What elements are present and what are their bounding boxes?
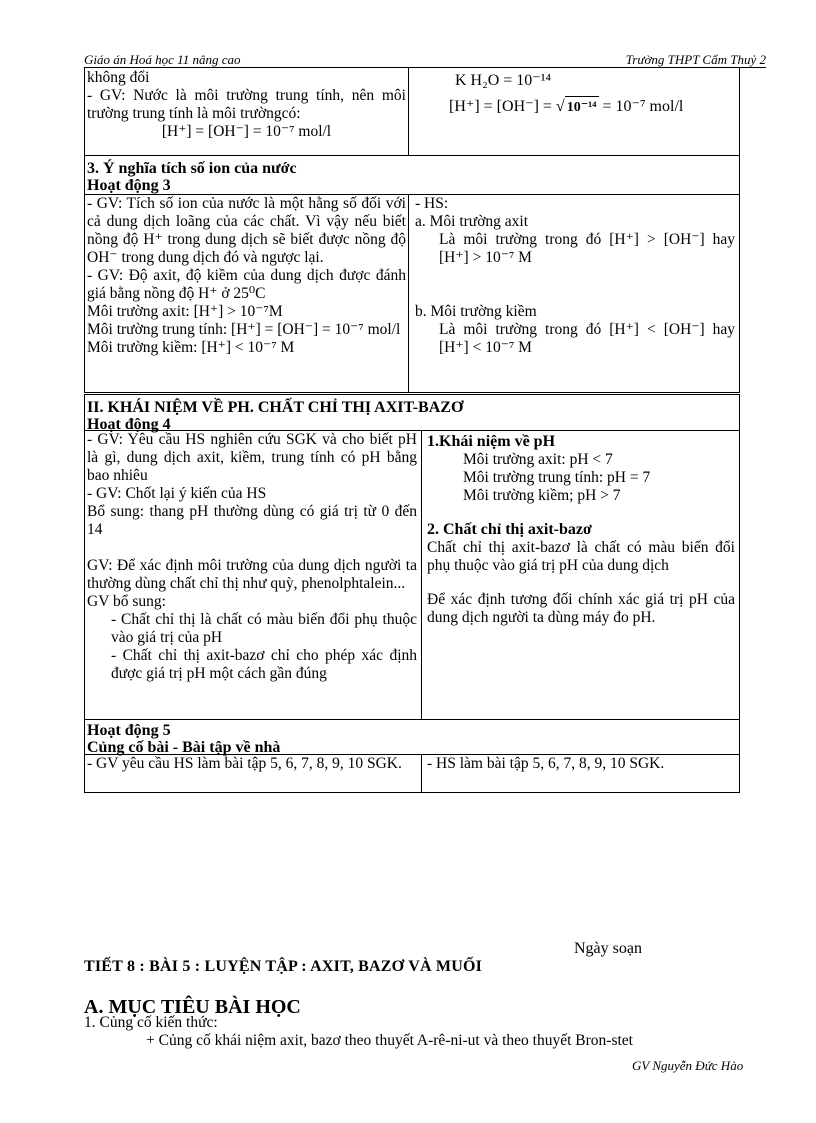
neutral-concentration (415, 96, 735, 119)
section-a-title: A. MỤC TIÊU BÀI HỌC (84, 996, 301, 1018)
row4-left-conclude: - GV: Chốt lại ý kiến của HS (87, 485, 267, 502)
row4-left-indicator: GV: Để xác định môi trường của dung dịch người ta thường dùng chất chỉ thị như quỳ, phenolphtalein... (87, 557, 417, 592)
ph-neutral: Môi trường trung tính: pH = 7 (463, 469, 651, 486)
row5-right-cell (427, 755, 735, 773)
sectionII-title: II. KHÁI NIỆM VỀ PH. CHẤT CHỈ THỊ AXIT-BAZƠ (87, 399, 464, 416)
row3-right-base-head: b. Môi trường kiềm (415, 303, 537, 320)
row4-left-point1: - Chất chỉ thị là chất có màu biến đổi phụ thuộc vào giá trị của pH (111, 611, 417, 646)
row1-left-formula: [H⁺] = [OH⁻] = 10⁻⁷ mol/l (161, 123, 332, 140)
header-course: Giáo án Hoá học 11 nâng cao (84, 52, 241, 67)
ph-meter-note: Để xác định tương đối chính xác giá trị pH của dung dịch người ta dùng máy đo pH. (427, 591, 735, 626)
row4-right-cell (427, 431, 735, 627)
section5-title: Củng cố bài - Bài tập về nhà (87, 739, 281, 756)
activity5-label: Hoạt động 5 (87, 722, 171, 739)
activity3-label: Hoạt động 3 (87, 177, 171, 194)
ph-concept-heading: 1.Khái niệm về pH (427, 433, 556, 450)
sqrt-radicand: 10⁻¹⁴ (565, 96, 599, 119)
row3-left-base: Môi trường kiềm: [H⁺] < 10⁻⁷ M (87, 339, 295, 356)
ph-base: Môi trường kiềm; pH > 7 (463, 487, 621, 504)
row3-left-para1: - GV: Tích số ion của nước là một hằng số đối với cả dung dịch loãng của các chất. Vì vậy nếu biết nồng độ H⁺ trong dung dịch sẽ biết được nồng độ OH⁻ trong dung dịch đó và ngược lại. (87, 195, 406, 266)
objective-1: 1. Củng cố kiến thức: (84, 1014, 218, 1031)
objective-1a: + Củng cố khái niệm axit, bazơ theo thuyết A-rê-ni-ut và theo thuyết Bron-stet (146, 1032, 633, 1049)
row1-left-cell (87, 68, 406, 141)
row3-right-hs: - HS: (415, 195, 449, 212)
activity4-label: Hoạt động 4 (87, 416, 171, 433)
sqrt-symbol: √ (555, 98, 565, 115)
row3-right-acid-head: a. Môi trường axit (415, 213, 529, 230)
row4-left-cell (87, 431, 417, 683)
sectionII-heading (87, 395, 727, 433)
row5-left-task: - GV yêu cầu HS làm bài tập 5, 6, 7, 8, 9, 10 SGK. (87, 755, 402, 772)
concentration-result: = 10⁻⁷ mol/l (598, 98, 684, 115)
row1-right-cell (415, 68, 735, 119)
row4-left-gv-add: GV bổ sung: (87, 593, 166, 610)
row3-left-acid: Môi trường axit: [H⁺] > 10⁻⁷M (87, 303, 283, 320)
section3-heading (87, 156, 727, 194)
row1-left-line2: - GV: Nước là môi trường trung tính, nên môi trường trung tính là môi trườngcó: (87, 87, 406, 122)
ph-acid: Môi trường axit: pH < 7 (463, 451, 613, 468)
row5-left-cell (87, 755, 417, 773)
section3-title: 3. Ý nghĩa tích số ion của nước (87, 160, 297, 177)
concentration-equality: [H⁺] = [OH⁻] = (449, 98, 556, 115)
row1-left-line1: không đổi (87, 69, 150, 86)
indicator-heading: 2. Chất chỉ thị axit-bazơ (427, 521, 592, 538)
row4-left-supplement: Bổ sung: thang pH thường dùng có giá trị từ 0 đến 14 (87, 503, 417, 538)
page-footer-author: GV Nguyễn Đức Hào (632, 1058, 744, 1073)
row4-left-point2: - Chất chỉ thị axit-bazơ chỉ cho phép xác định được giá trị pH một cách gần đúng (111, 647, 417, 682)
row5-right-task: - HS làm bài tập 5, 6, 7, 8, 9, 10 SGK. (427, 755, 665, 772)
lesson-table-2 (84, 394, 740, 793)
row3-right-acid-def: Là môi trường trong đó [H⁺] > [OH⁻] hay [H⁺] > 10⁻⁷ M (439, 231, 735, 266)
water-ion-product: K H₂O = 10⁻¹⁴ (455, 72, 552, 89)
row3-left-para2: - GV: Độ axit, độ kiềm của dung dịch được đánh giá bằng nồng độ H⁺ ở 25⁰C (87, 267, 406, 302)
row3-right-base-def: Là môi trường trong đó [H⁺] < [OH⁻] hay [H⁺] < 10⁻⁷ M (439, 321, 735, 356)
section5-heading (87, 720, 727, 756)
row3-left-neutral: Môi trường trung tính: [H⁺] = [OH⁻] = 10⁻⁷ mol/l (87, 321, 401, 338)
row4-left-task: - GV: Yêu cầu HS nghiên cứu SGK và cho biết pH là gì, dung dịch axit, kiềm, trung tính có pH bằng bao nhiêu (87, 431, 417, 484)
indicator-definition: Chất chỉ thị axit-bazơ là chất có màu biến đổi phụ thuộc vào giá trị pH của dung dịch (427, 539, 735, 574)
row3-left-cell (87, 195, 406, 392)
row3-right-cell (415, 195, 735, 357)
lesson-table-1 (84, 67, 740, 393)
lesson-date-label: Ngày soạn (574, 940, 642, 957)
page-header (84, 52, 766, 68)
lesson-title: TIẾT 8 : BÀI 5 : LUYỆN TẬP : AXIT, BAZƠ VÀ MUỐI (84, 958, 483, 975)
header-school: Trường THPT Cẩm Thuỷ 2 (625, 52, 766, 67)
